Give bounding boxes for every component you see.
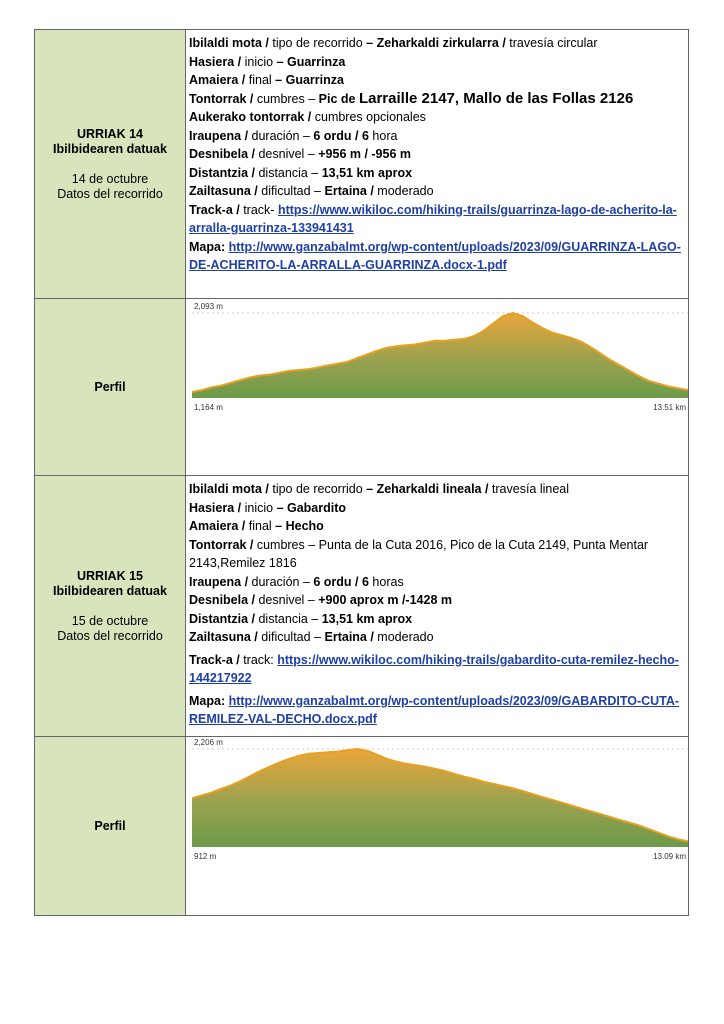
day2-info-row: [35, 476, 689, 737]
day2-profile-row: [35, 737, 689, 916]
elevation-profile-chart-2: [186, 737, 690, 915]
distance-label: 13.51 km: [653, 403, 686, 412]
distance-label: 13.09 km: [653, 852, 686, 861]
day2-left-cell: [35, 476, 186, 737]
schedule-table: [34, 29, 689, 916]
max-elevation-label: 2,206 m: [194, 738, 223, 747]
min-elevation-label: 1,164 m: [194, 403, 223, 412]
day1-profile-cell: [186, 299, 689, 476]
day1-distantzia: Distantzia / distancia – 13,51 km aprox: [189, 165, 413, 180]
day2-zailtasuna: Zailtasuna / dificultad – Ertaina / moderado: [189, 630, 434, 644]
day1-left-cell: [35, 30, 186, 299]
day1-tipo: Ibilaldi mota / tipo de recorrido – Zeharkaldi zirkularra / travesía circular: [189, 36, 598, 50]
day1-map-link[interactable]: http://www.ganzabalmt.org/wp-content/uploads/2023/09/GUARRINZA-LAGO-DE-ACHERITO-LA-ARRALLA-GUARRINZA.docx-1.pdf: [189, 239, 681, 272]
day2-perfil-label: Perfil: [94, 818, 126, 833]
day2-track-link[interactable]: https://www.wikiloc.com/hiking-trails/gabardito-cuta-remilez-hecho-144217922: [189, 652, 679, 685]
day1-perfil-label: Perfil: [94, 379, 126, 394]
elevation-profile-chart-1: [186, 299, 690, 475]
max-elevation-label: 2,093 m: [194, 302, 223, 311]
day2-amaiera: Amaiera / final – Hecho: [189, 519, 324, 533]
day1-track-link[interactable]: https://www.wikiloc.com/hiking-trails/guarrinza-lago-de-acherito-la-arralla-guarrinza-133941431: [189, 202, 677, 235]
day1-hasiera: Hasiera / inicio – Guarrinza: [189, 54, 346, 69]
day2-profile-label-cell: [35, 737, 186, 916]
day1-tontorrak: Tontorrak / cumbres – Pic de Larraille 2147, Mallo de las Follas 2126: [189, 89, 634, 107]
day2-desnibela: Desnibela / desnivel – +900 aprox m /-1428 m: [189, 593, 452, 607]
elevation-area: [192, 313, 688, 398]
day1-track: Track-a / track- https://www.wikiloc.com/hiking-trails/guarrinza-lago-de-acherito-la-arralla-guarrinza-133941431: [189, 202, 677, 235]
day1-profile-row: [35, 299, 689, 476]
day2-hasiera: Hasiera / inicio – Gabardito: [189, 500, 347, 515]
day1-date: 14 de octubre: [71, 171, 149, 186]
day1-amaiera: Amaiera / final – Guarrinza: [189, 73, 344, 87]
day2-mapa: Mapa: http://www.ganzabalmt.org/wp-content/uploads/2023/09/GABARDITO-CUTA-REMILEZ-VAL-DECHO.docx.pdf: [189, 693, 680, 726]
day1-zailtasuna: Zailtasuna / dificultad – Ertaina / moderado: [189, 184, 434, 198]
day2-profile-cell: [186, 737, 689, 916]
day2-details: [186, 476, 689, 737]
day1-info-row: [35, 30, 689, 299]
day1-aukerako: Aukerako tontorrak / cumbres opcionales: [189, 110, 426, 124]
day1-profile-label-cell: [35, 299, 186, 476]
day1-subtitle: Ibilbidearen datuak: [53, 141, 167, 156]
day2-date: 15 de octubre: [71, 613, 149, 628]
min-elevation-label: 912 m: [194, 852, 217, 861]
day2-tontorrak: Tontorrak / cumbres – Punta de la Cuta 2016, Pico de la Cuta 2149, Punta Mentar 2143,Remilez 1816: [189, 537, 649, 570]
day1-mapa: Mapa: http://www.ganzabalmt.org/wp-content/uploads/2023/09/GUARRINZA-LAGO-DE-ACHERITO-LA-ARRALLA-GUARRINZA.docx-1.pdf: [189, 239, 681, 272]
day1-iraupena: Iraupena / duración – 6 ordu / 6 hora: [189, 128, 398, 143]
day2-title: URRIAK 15: [77, 568, 143, 583]
day2-distantzia: Distantzia / distancia – 13,51 km aprox: [189, 611, 413, 626]
day2-tipo: Ibilaldi mota / tipo de recorrido – Zeharkaldi lineala / travesía lineal: [189, 482, 570, 496]
day1-details: [186, 30, 689, 299]
day2-iraupena: Iraupena / duración – 6 ordu / 6 horas: [189, 574, 404, 589]
elevation-area: [192, 749, 688, 847]
day2-track: Track-a / track: https://www.wikiloc.com/hiking-trails/gabardito-cuta-remilez-hecho-144217922: [189, 652, 679, 685]
day2-subtitle: Ibilbidearen datuak: [53, 583, 167, 598]
day2-date-sub: Datos del recorrido: [57, 628, 163, 643]
day1-date-sub: Datos del recorrido: [57, 186, 163, 201]
day1-desnibela: Desnibela / desnivel – +956 m / -956 m: [189, 147, 412, 161]
day2-map-link[interactable]: http://www.ganzabalmt.org/wp-content/uploads/2023/09/GABARDITO-CUTA-REMILEZ-VAL-DECHO.docx.pdf: [189, 693, 680, 726]
day1-title: URRIAK 14: [77, 126, 143, 141]
